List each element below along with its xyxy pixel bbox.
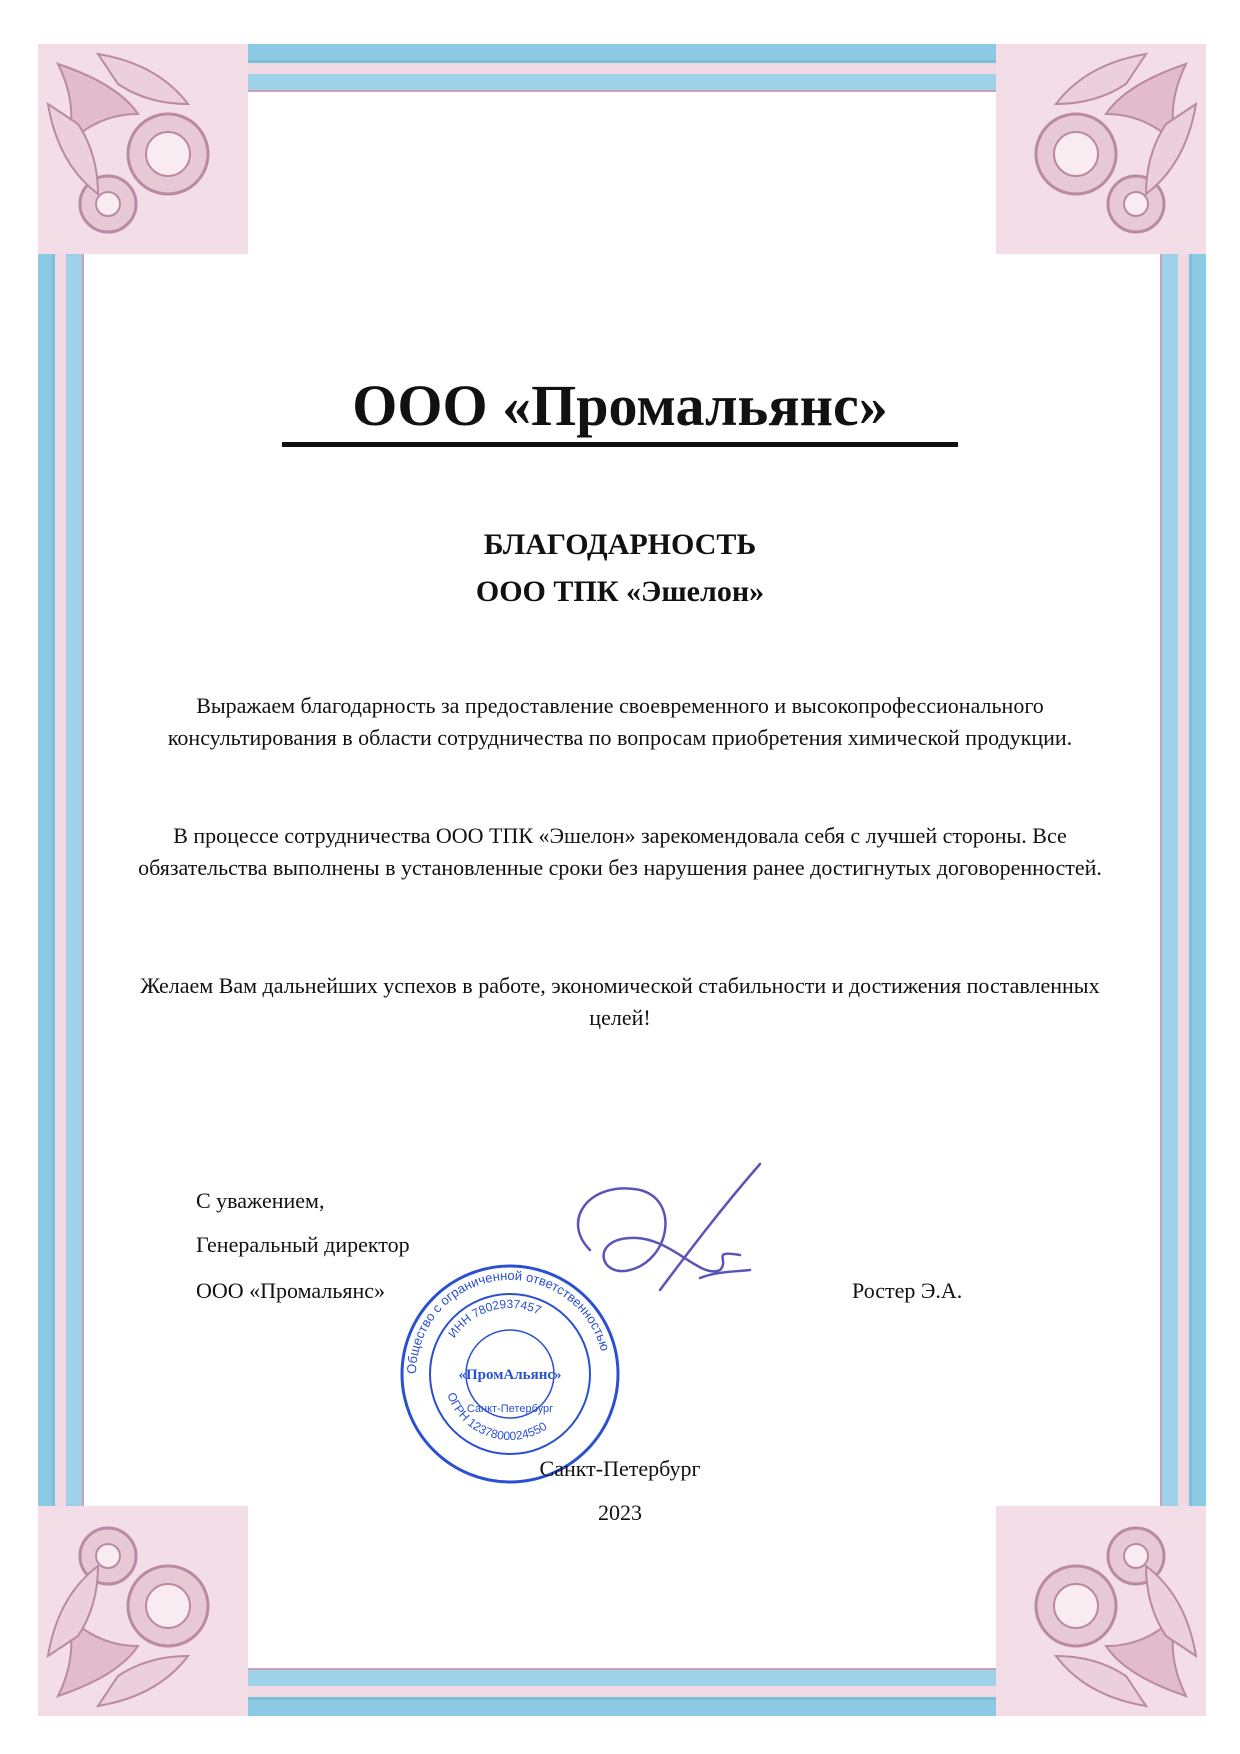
stamp-city: Санкт-Петербург xyxy=(466,1403,554,1415)
ornament-corner-bottom-right-icon xyxy=(996,1506,1206,1716)
company-title-underline xyxy=(282,442,958,447)
stamp-inn: ИНН 7802937457 xyxy=(445,1296,544,1341)
company-title: ООО «Промальянс» xyxy=(352,373,888,438)
handwritten-signature-icon xyxy=(550,1160,790,1320)
closing-phrase: С уважением, xyxy=(196,1188,325,1213)
paragraph-wishes: Желаем Вам дальнейших успехов в работе, экономической стабильности и достижения поставленных целей! xyxy=(140,973,1100,1030)
ornament-corner-top-left-icon xyxy=(38,44,248,254)
year-label: 2023 xyxy=(598,1500,642,1525)
recipient-name: ООО ТПК «Эшелон» xyxy=(475,575,765,608)
stamp-company-name: «ПромАльянс» xyxy=(458,1367,562,1383)
stamp-outer-text: Общество с ограниченной ответственностью xyxy=(403,1267,613,1375)
signer-position: Генеральный директор xyxy=(196,1232,410,1257)
city-label: Санкт-Петербург xyxy=(539,1456,701,1481)
paragraph-cooperation: В процессе сотрудничества ООО ТПК «Эшелон» зарекомендовала себя с лучшей стороны. Все обязательства выполнены в установленные сроки без нарушения ранее достигнутых договоренностей. xyxy=(138,823,1102,880)
document-title: БЛАГОДАРНОСТЬ xyxy=(483,528,757,561)
stamp-ogrn: ОГРН 1237800024550 xyxy=(444,1390,550,1444)
ornament-corner-bottom-left-icon xyxy=(38,1506,248,1716)
paragraph-gratitude: Выражаем благодарность за предоставление своевременного и высокопрофессионального консультирования в области сотрудничества по вопросам приобретения химической продукции. xyxy=(167,693,1073,750)
signer-name: Ростер Э.А. xyxy=(852,1278,963,1303)
signer-company: ООО «Промальянс» xyxy=(196,1278,386,1303)
ornament-corner-top-right-icon xyxy=(996,44,1206,254)
